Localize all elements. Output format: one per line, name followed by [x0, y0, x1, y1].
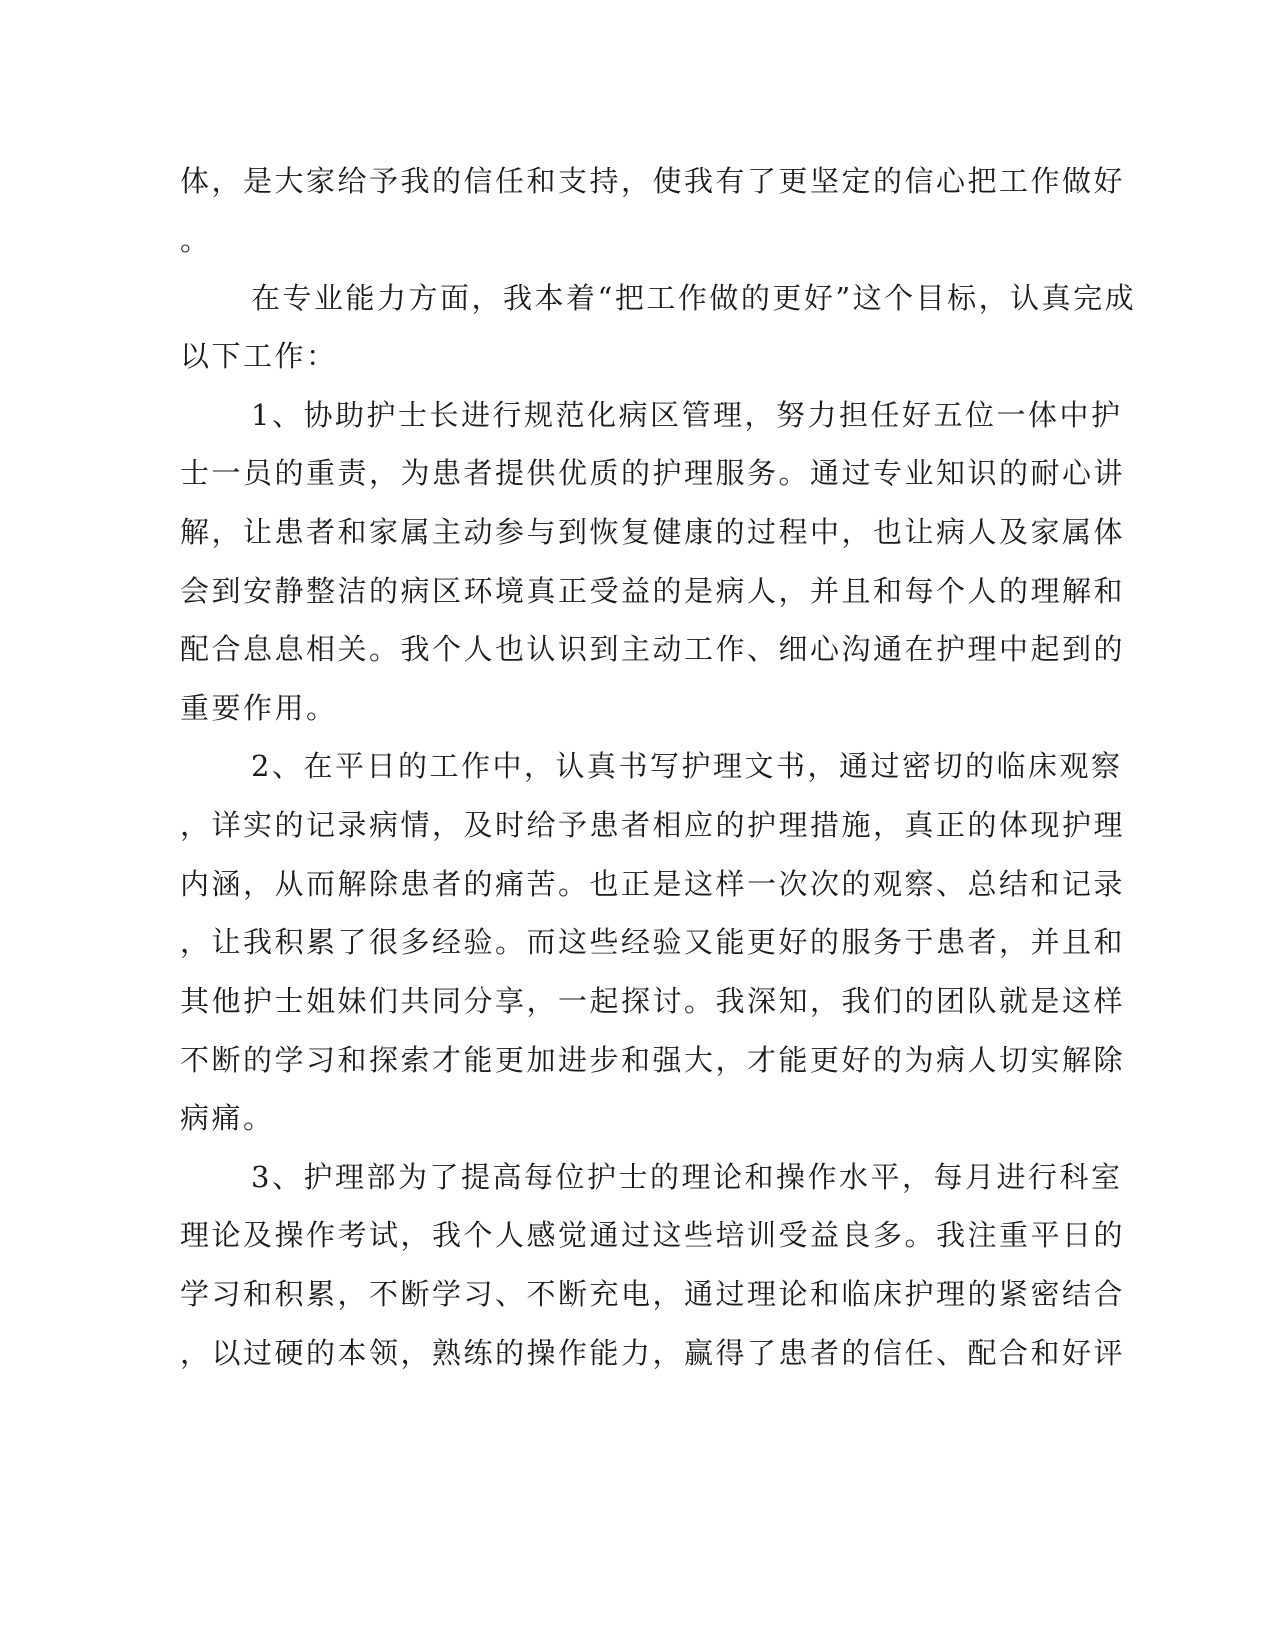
paragraph-first-line: 3、护理部为了提高每位护士的理论和操作水平，每月进行科室	[251, 1160, 1123, 1194]
paragraph-first-line: 在专业能力方面，我本着“把工作做的更好”这个目标，认真完成	[251, 281, 1137, 315]
text-line: 重要作用。	[180, 691, 338, 725]
text-line: 会到安静整洁的病区环境真正受益的是病人，并且和每个人的理解和	[180, 574, 1126, 608]
text-line: 不断的学习和探索才能更加进步和强大，才能更好的为病人切实解除	[180, 1043, 1126, 1077]
text-line: ，详实的记录病情，及时给予患者相应的护理措施，真正的体现护理	[180, 808, 1126, 842]
text-line: 内涵，从而解除患者的痛苦。也正是这样一次次的观察、总结和记录	[180, 867, 1126, 901]
text-line: ，以过硬的本领，熟练的操作能力，赢得了患者的信任、配合和好评	[180, 1336, 1126, 1370]
text-line: 其他护士姐妹们共同分享，一起探讨。我深知，我们的团队就是这样	[180, 984, 1126, 1018]
text-line: 以下工作：	[180, 339, 338, 373]
text-line: ，让我积累了很多经验。而这些经验又能更好的服务于患者，并且和	[180, 925, 1126, 959]
paragraph-first-line: 2、在平日的工作中，认真书写护理文书，通过密切的临床观察	[251, 749, 1123, 783]
text-line: 体，是大家给予我的信任和支持，使我有了更坚定的信心把工作做好	[180, 164, 1126, 198]
text-line: 学习和积累，不断学习、不断充电，通过理论和临床护理的紧密结合	[180, 1277, 1126, 1311]
text-line: 理论及操作考试，我个人感觉通过这些培训受益良多。我注重平日的	[180, 1218, 1126, 1252]
text-line: 士一员的重责，为患者提供优质的护理服务。通过专业知识的耐心讲	[180, 456, 1126, 490]
paragraph-first-line: 1、协助护士长进行规范化病区管理，努力担任好五位一体中护	[251, 398, 1123, 432]
text-line: 配合息息相关。我个人也认识到主动工作、细心沟通在护理中起到的	[180, 632, 1126, 666]
text-line: 解，让患者和家属主动参与到恢复健康的过程中，也让病人及家属体	[180, 515, 1126, 549]
text-line: 。	[180, 223, 212, 257]
text-line: 病痛。	[180, 1101, 275, 1135]
